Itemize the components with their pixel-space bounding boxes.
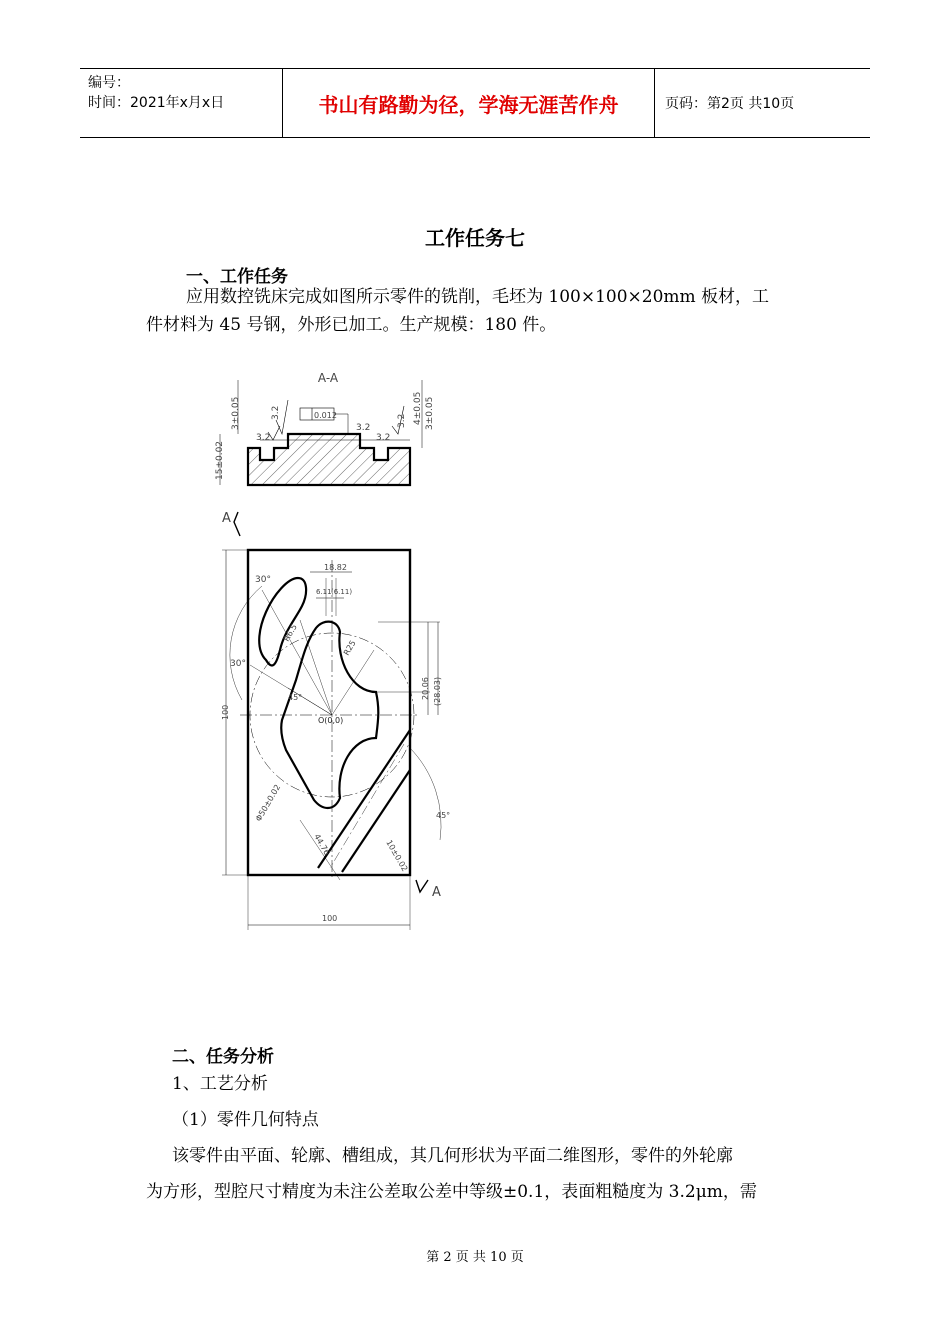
dim-4: 4±0.05 (413, 391, 423, 425)
dim-4476: 44.76 (312, 832, 332, 857)
flatness-value: 0.012 (314, 411, 337, 420)
angle-45-outer: 45° (436, 811, 451, 820)
dim-100-height: 100 (221, 704, 230, 720)
roughness-5: 3.2 (397, 413, 407, 428)
dim-3-left: 3±0.05 (231, 396, 241, 430)
dim-15: 15±0.02 (215, 440, 225, 480)
dim-611: 6.11 (316, 588, 332, 596)
construct-line-2 (300, 620, 332, 715)
section1-para-line2: 件材料为 45 号钢，外形已加工。生产规模：180 件。 (146, 315, 557, 335)
construct-line-4 (332, 650, 374, 715)
dim-d50: Φ50±0.02 (253, 782, 283, 823)
header-motto: 书山有路勤为径，学海无涯苦作舟 (282, 69, 655, 137)
roughness-2: 3.2 (271, 405, 281, 420)
page-title: 工作任务七 (425, 226, 525, 250)
section2-heading: 二、任务分析 (172, 1047, 274, 1067)
header-left (80, 69, 282, 137)
dim-r25: R25 (341, 638, 358, 657)
roughness-3: 3.2 (356, 423, 371, 433)
kidney-slot (259, 578, 306, 665)
angle-arc-30 (230, 586, 262, 700)
cut-arrow-top (234, 512, 240, 536)
section2-sub1: 1、工艺分析 (172, 1074, 268, 1094)
time-label: 时间：2021年x月x日 (88, 95, 225, 111)
dim-100-width: 100 (322, 914, 338, 923)
cut-mark-a-bottom: A (432, 885, 441, 900)
dim-3-right: 3±0.05 (425, 396, 435, 430)
page-footer: 第 2 页 共 10 页 (426, 1250, 524, 1265)
section1-para-line1: 应用数控铣床完成如图所示零件的铣削，毛坯为 100×100×20mm 板材，工 (186, 287, 770, 307)
roughness-4: 3.2 (376, 433, 391, 443)
dim-2803: (28.03) (433, 676, 442, 706)
section-label: A-A (317, 371, 339, 385)
page-header (80, 68, 870, 138)
section2-para-line2: 为方形，型腔尺寸精度为未注公差取公差中等级±0.1，表面粗糙度为 3.2μm，需 (146, 1182, 757, 1202)
section2-para-line1: 该零件由平面、轮廓、槽组成，其几何形状为平面二维图形，零件的外轮廓 (172, 1146, 733, 1166)
dim-2006: 20.06 (421, 677, 430, 700)
cut-arrow-bottom (416, 880, 428, 892)
roughness-1: 3.2 (256, 433, 271, 443)
angle-arc-45 (410, 748, 441, 840)
angle-30-left: 30° (230, 659, 246, 669)
section1-heading: 一、工作任务 (186, 267, 288, 287)
dim-611b: (6.11) (331, 588, 353, 596)
dim-10: 10±0.02 (384, 838, 410, 874)
angle-45-inner: 45° (288, 693, 303, 702)
dim-1882: 18.82 (324, 563, 347, 572)
technical-drawing (205, 360, 465, 940)
angle-30-top: 30° (255, 575, 271, 585)
header-page-info: 页码：第2页 共10页 (665, 96, 795, 112)
dim-r65: R6.5 (281, 622, 299, 643)
section2-sub2: （1）零件几何特点 (172, 1110, 319, 1130)
number-label: 编号： (88, 75, 130, 91)
origin-label: O(0,0) (318, 716, 344, 725)
cut-mark-a-top: A (222, 511, 231, 526)
